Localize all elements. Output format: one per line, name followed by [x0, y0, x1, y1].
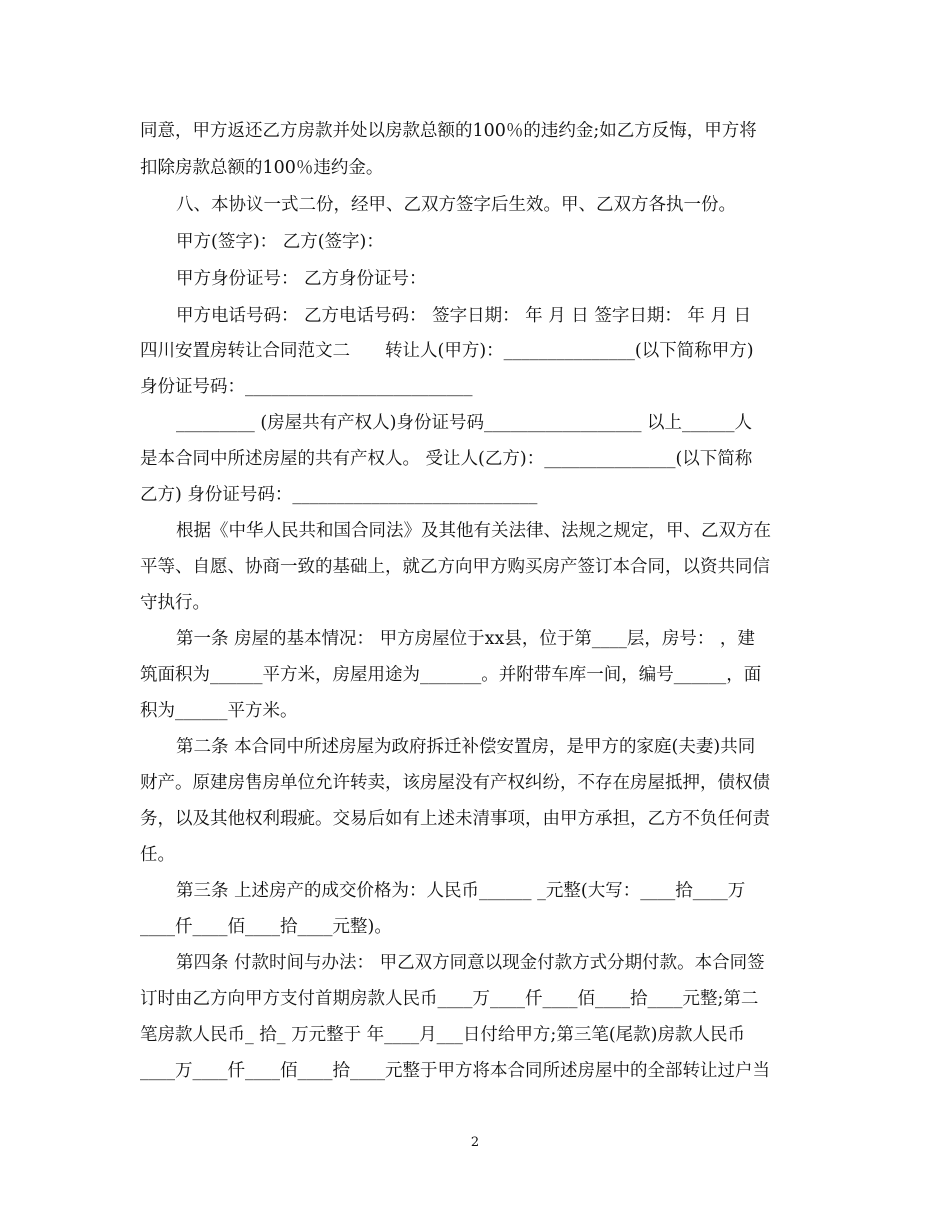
article-2-line: 第二条 本合同中所述房屋为政府拆迁补偿安置房，是甲方的家庭(夫妻)共同 — [176, 737, 756, 757]
article-1-line: 第一条 房屋的基本情况： 甲方房屋位于xx县，位于第____层，房号： ，建 — [176, 629, 755, 649]
text-line: 是本合同中所述房屋的共有产权人。 受让人(乙方)：_______________(以下简称 — [140, 449, 753, 469]
text-line: 筑面积为______平方米，房屋用途为_______。并附带车库一间，编号______，面 — [140, 665, 762, 685]
text-line: ____万____仟____佰____拾____元整于甲方将本合同所述房屋中的全部转让过户当 — [140, 1061, 770, 1081]
text-line: 订时由乙方向甲方支付首期房款人民币____万____仟____佰____拾____元整;第二 — [140, 989, 759, 1009]
id-number-line: 甲方身份证号： 乙方身份证号： — [176, 269, 427, 289]
text-line: ____仟____佰____拾____元整)。 — [140, 917, 392, 937]
article-4-line: 第四条 付款时间与办法： 甲乙双方同意以现金付款方式分期付款。本合同签 — [176, 953, 765, 973]
signature-line: 甲方(签字)： 乙方(签字)： — [176, 232, 384, 252]
text-line: 积为______平方米。 — [140, 701, 298, 721]
article-3-line: 第三条 上述房产的成交价格为：人民币______ _元整(大写：____拾____万 — [176, 881, 746, 901]
text-line: 八、本协议一式二份，经甲、乙双方签字后生效。甲、乙双方各执一份。 — [176, 195, 736, 215]
text-line: 笔房款人民币_ 拾_ 万元整于 年____月___日付给甲方;第三笔(尾款)房款人民币 — [140, 1025, 745, 1045]
text-line: 同意，甲方返还乙方房款并处以房款总额的100％的违约金;如乙方反悔，甲方将 — [140, 121, 757, 141]
text-line: 根据《中华人民共和国合同法》及其他有关法律、法规之规定，甲、乙双方在 — [176, 521, 771, 541]
page-number: 2 — [470, 1135, 480, 1150]
text-line: 守执行。 — [140, 593, 210, 613]
text-line: 扣除房款总额的100％违约金。 — [140, 158, 384, 178]
text-line: 乙方) 身份证号码：____________________________ — [140, 485, 538, 505]
text-line: 任。 — [140, 845, 175, 865]
text-line: 务，以及其他权利瑕疵。交易后如有上述未清事项，由甲方承担，乙方不负任何责 — [140, 809, 770, 829]
contract-title-line: 四川安置房转让合同范文二 转让人(甲方)：_______________(以下简称甲方) — [140, 341, 754, 361]
phone-date-line: 甲方电话号码： 乙方电话号码： 签字日期： 年 月 日 签字日期： 年 月 日 — [176, 306, 752, 326]
text-line: 平等、自愿、协商一致的基础上，就乙方向甲方购买房产签订本合同，以资共同信 — [140, 557, 770, 577]
text-line: 财产。原建房售房单位允许转卖，该房屋没有产权纠纷，不存在房屋抵押，债权债 — [140, 773, 770, 793]
text-line: _________ (房屋共有产权人)身份证号码__________________ 以上______人 — [176, 413, 753, 433]
text-line: 身份证号码：__________________________ — [140, 377, 473, 397]
